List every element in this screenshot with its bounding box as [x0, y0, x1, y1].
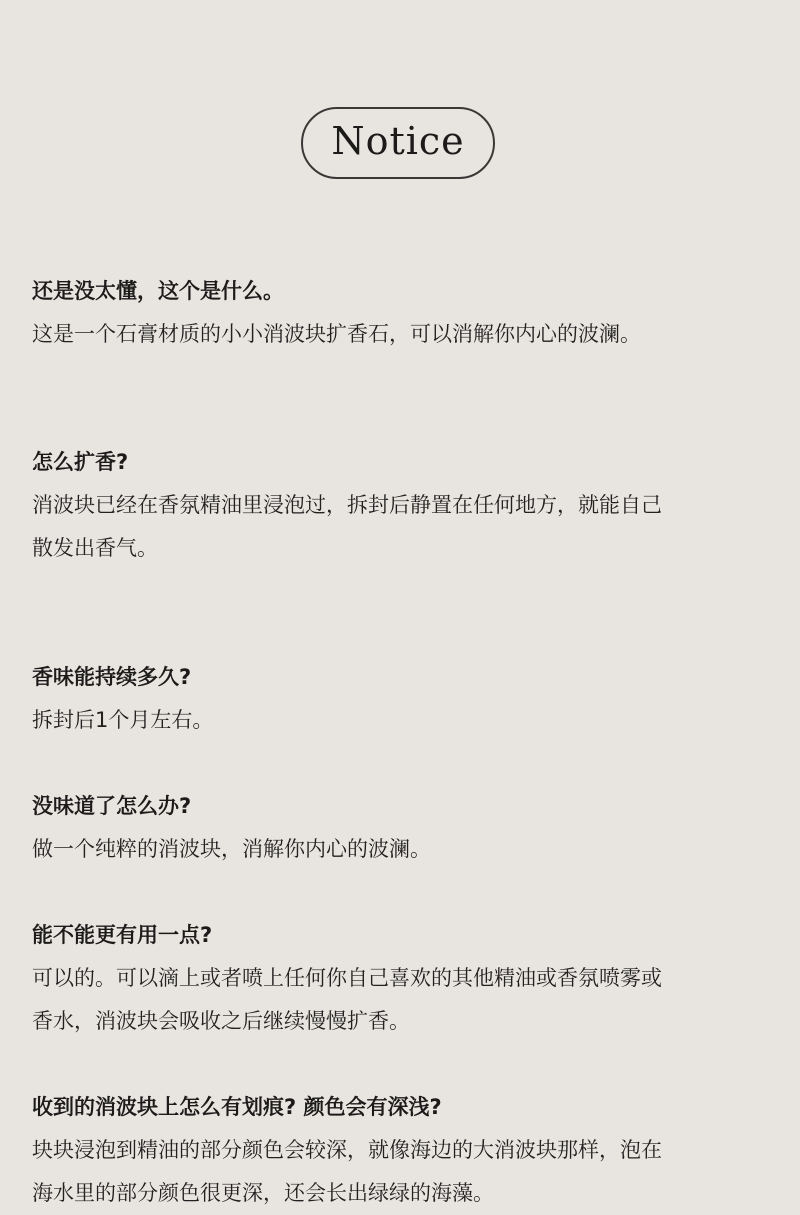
faq-item	[32, 914, 682, 1043]
faq-item	[32, 270, 682, 356]
faq-answer: 消波块已经在香氛精油里浸泡过，拆封后静置在任何地方，就能自己散发出香气。	[32, 493, 662, 560]
faq-answer: 这是一个石膏材质的小小消波块扩香石，可以消解你内心的波澜。	[32, 322, 641, 346]
faq-answer: 拆封后1个月左右。	[32, 708, 214, 732]
faq-answer: 块块浸泡到精油的部分颜色会较深，就像海边的大消波块那样，泡在海水里的部分颜色很更深，还会长出绿绿的海藻。	[32, 1138, 662, 1205]
faq-item	[32, 1086, 682, 1215]
faq-question: 还是没太懂，这个是什么。	[32, 279, 284, 303]
faq-answer: 做一个纯粹的消波块，消解你内心的波澜。	[32, 837, 431, 861]
faq-item	[32, 656, 682, 742]
faq-question: 香味能持续多久?	[32, 665, 192, 689]
faq-item	[32, 785, 682, 871]
notice-badge	[301, 107, 495, 179]
faq-answer: 可以的。可以滴上或者喷上任何你自己喜欢的其他精油或香氛喷雾或香水，消波块会吸收之后继续慢慢扩香。	[32, 966, 662, 1033]
faq-item	[32, 441, 682, 570]
faq-question: 怎么扩香?	[32, 450, 129, 474]
faq-question: 没味道了怎么办?	[32, 794, 192, 818]
faq-question: 能不能更有用一点?	[32, 923, 213, 947]
faq-question: 收到的消波块上怎么有划痕? 颜色会有深浅?	[32, 1095, 442, 1119]
page-title: Notice	[331, 119, 465, 163]
